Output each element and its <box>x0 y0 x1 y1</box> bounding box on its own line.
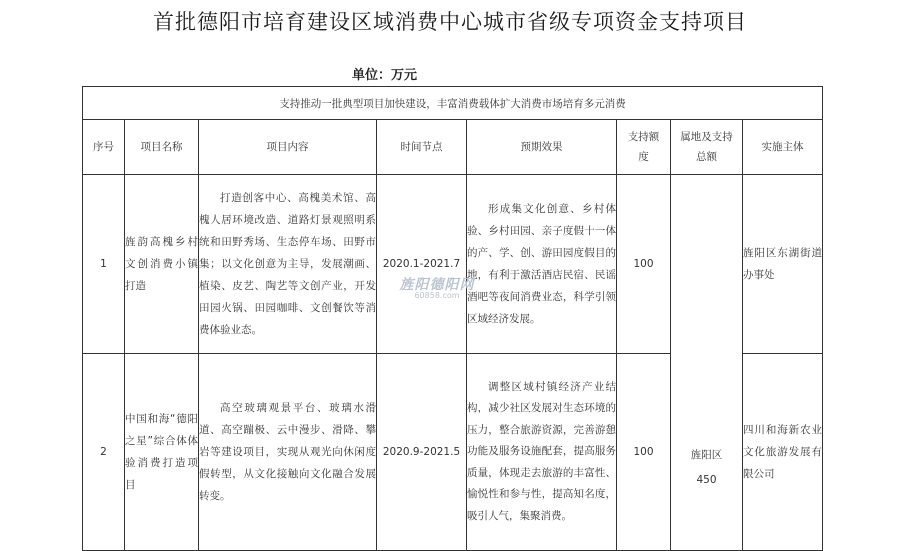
region-cell <box>671 175 743 551</box>
header-time: 时间节点 <box>377 120 467 175</box>
header-content: 项目内容 <box>199 120 377 175</box>
header-name: 项目名称 <box>125 120 199 175</box>
page-title: 首批德阳市培育建设区域消费中心城市省级专项资金支持项目 <box>153 10 747 34</box>
header-effect: 预期效果 <box>467 120 617 175</box>
row-name: 中国和海“德阳之星”综合体体验消费打造项目 <box>125 354 199 551</box>
header-region: 属地及支持总额 <box>671 120 743 175</box>
row-entity: 旌阳区东湖街道办事处 <box>743 175 823 354</box>
header-entity: 实施主体 <box>743 120 823 175</box>
row-effect: 形成集文化创意、乡村体验、乡村田园、亲子度假十一体的产、学、创、游田园度假目的地，有利于激活酒店民宿、民谣酒吧等夜间消费业态，科学引领区域经济发展。 <box>467 175 617 354</box>
unit-label: 单位：万元 <box>352 68 418 83</box>
row-time: 2020.1-2021.7 <box>377 175 467 354</box>
row-entity: 四川和海新农业文化旅游发展有限公司 <box>743 354 823 551</box>
row-effect: 调整区域村镇经济产业结构，减少社区发展对生态环境的压力，整合旅游资源，完善游憩功能及服务设施配套，提高服务质量，体现走去旅游的丰富性、愉悦性和参与性，提高知名度，吸引人气，集聚消费。 <box>467 354 617 551</box>
header-seq: 序号 <box>83 120 125 175</box>
row-content: 打造创客中心、高槐美术馆、高槐人居环境改造、道路灯景观照明系统和田野秀场、生态停车场、田野市集；以文化创意为主导，发展潮画、植染、皮艺、陶艺等文创产业，开发田园火锅、田园咖啡、文创餐饮等消费体验业态。 <box>199 175 377 354</box>
header-amount: 支持额度 <box>617 120 671 175</box>
row-content: 高空玻璃观景平台、玻璃水滑道、高空蹦极、云中漫步、滑降、攀岩等建设项目，实现从观光向休闲度假转型，从文化接触向文化融合发展转变。 <box>199 354 377 551</box>
table-header-row <box>83 120 823 175</box>
region-name: 旌阳区 <box>690 449 723 461</box>
section-banner: 支持推动一批典型项目加快建设，丰富消费载体扩大消费市场培育多元消费 <box>83 87 823 120</box>
region-total: 450 <box>696 474 717 486</box>
projects-table <box>82 86 823 551</box>
row-amount: 100 <box>617 175 671 354</box>
row-seq: 1 <box>83 175 125 354</box>
row-time: 2020.9-2021.5 <box>377 354 467 551</box>
watermark <box>397 274 477 300</box>
row-seq: 2 <box>83 354 125 551</box>
row-name: 旌韵高槐乡村文创消费小镇打造 <box>125 175 199 354</box>
table-row <box>83 175 823 354</box>
watermark-code: 60858.com <box>414 291 460 300</box>
watermark-brand: 旌阳德阳网 <box>399 277 475 293</box>
row-amount: 100 <box>617 354 671 551</box>
